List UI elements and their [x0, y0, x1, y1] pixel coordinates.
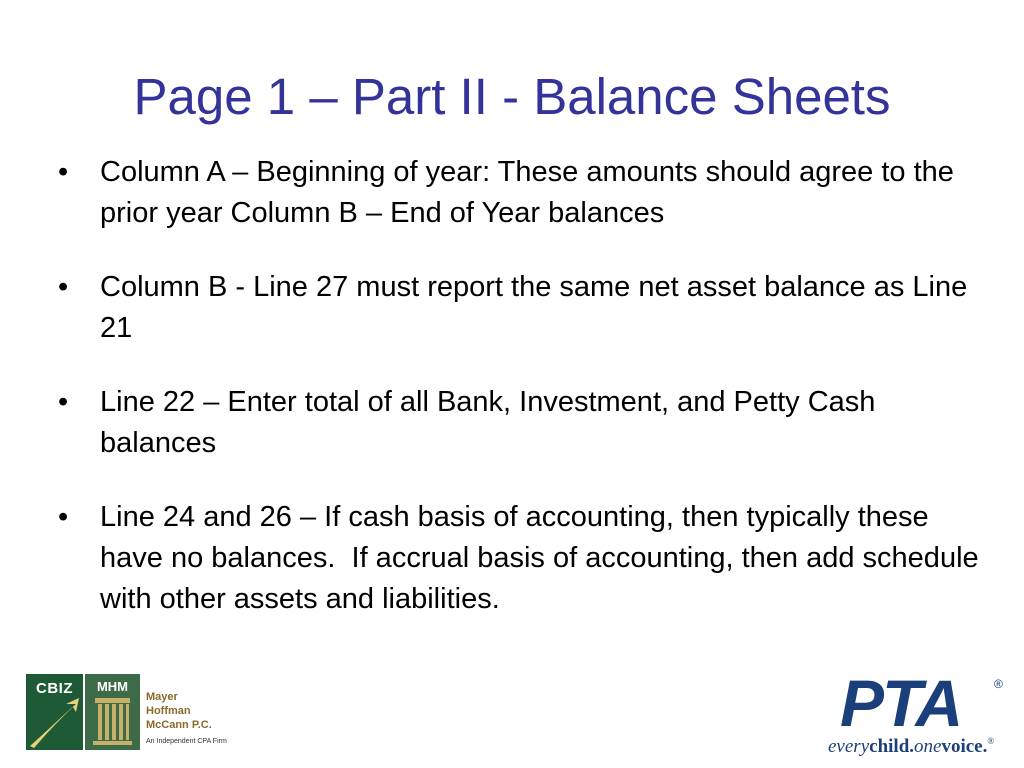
pta-tagline-every: every: [828, 736, 870, 757]
bullet-item: [58, 267, 998, 349]
bullet-marker: •: [58, 156, 69, 188]
bullet-list: [58, 152, 998, 653]
pta-tagline-child: child.: [869, 736, 915, 757]
cbiz-wordmark: CBIZ: [36, 680, 73, 697]
mhm-name-line: Hoffman: [146, 705, 191, 717]
pta-wordmark-icon: [836, 672, 1006, 730]
bullet-marker: •: [58, 501, 69, 533]
mhm-tagline: An Independent CPA Firm: [146, 738, 227, 745]
bullet-text: Column A – Beginning of year: These amounts should agree to the prior year Column B – End of Year balances: [100, 156, 962, 229]
bullet-marker: •: [58, 386, 69, 418]
bullet-text: Column B - Line 27 must report the same net asset balance as Line 21: [100, 271, 976, 344]
pta-registered-mark: ®: [994, 677, 1003, 691]
bullet-item: [58, 382, 998, 464]
bullet-marker: •: [58, 271, 69, 303]
pta-tagline: [828, 736, 1016, 758]
pta-tagline-one: one: [914, 736, 942, 757]
pta-wordmark: PTA: [840, 672, 962, 730]
cbiz-logo: [26, 674, 83, 750]
pta-tagline-registered: ®: [987, 736, 995, 746]
slide-title: Page 1 – Part II - Balance Sheets: [133, 68, 891, 125]
mhm-logo: [85, 674, 140, 750]
bullet-text: Line 24 and 26 – If cash basis of accounting, then typically these have no balances. If accrual basis of accounting, then add schedule with other assets and liabilities.: [100, 501, 987, 615]
bullet-text: Line 22 – Enter total of all Bank, Investment, and Petty Cash balances: [100, 386, 884, 459]
mhm-name-line: McCann P.C.: [146, 719, 212, 731]
pta-tagline-voice: voice.: [941, 736, 988, 757]
mhm-firm-name: [146, 690, 212, 732]
mhm-name-line: Mayer: [146, 691, 178, 703]
bullet-item: [58, 497, 998, 620]
cbiz-mhm-logo: [26, 674, 244, 752]
bullet-item: [58, 152, 998, 234]
mhm-wordmark: MHM: [96, 679, 129, 694]
pta-logo: [826, 672, 1016, 762]
